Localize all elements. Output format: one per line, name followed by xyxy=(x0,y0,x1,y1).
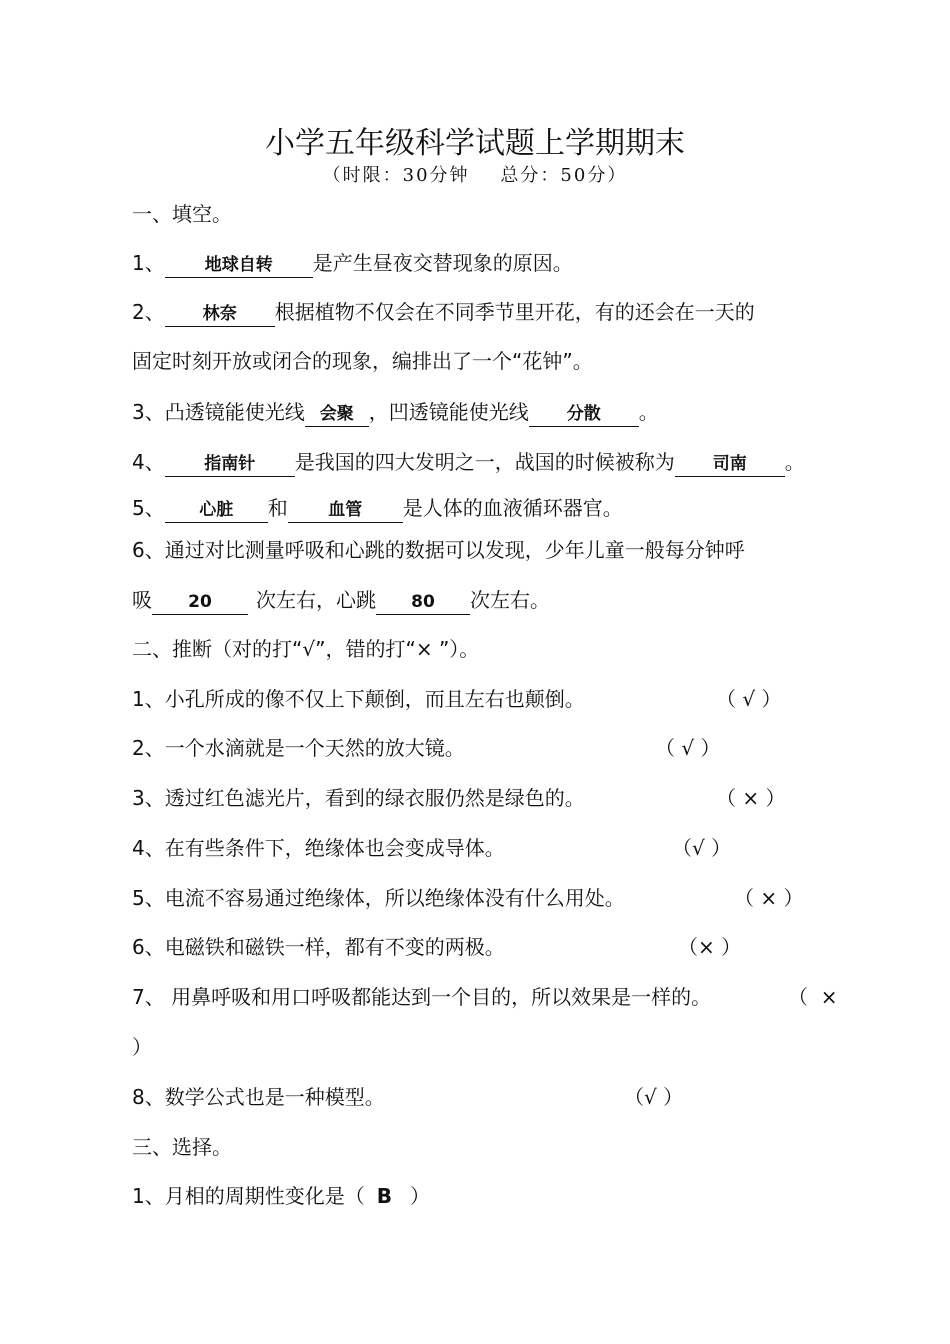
judgement-item: 3、透过红色滤光片，看到的绿衣服仍然是绿色的。 xyxy=(132,786,585,810)
question-text: 。 xyxy=(638,400,659,424)
question-1-4 xyxy=(132,448,805,477)
question-text: 3、凸透镜能使光线 xyxy=(132,400,305,424)
question-text: 和 xyxy=(267,496,288,520)
judgement-mark: （ × ） xyxy=(716,786,786,810)
section-heading-fill-in: 一、填空。 xyxy=(132,202,232,226)
question-text: 是我国的四大发明之一，战国的时候被称为 xyxy=(294,450,675,474)
question-text: 1、月相的周期性变化是（ xyxy=(132,1184,365,1208)
answer-blank: 司南 xyxy=(675,452,785,477)
answer-blank: 地球自转 xyxy=(165,253,313,278)
question-number: 5、 xyxy=(132,496,165,520)
answer-blank: 林奈 xyxy=(165,302,275,327)
choice-question-1 xyxy=(132,1182,430,1210)
question-text: 次左右。 xyxy=(470,588,550,612)
answer-blank: 20 xyxy=(152,590,248,615)
judgement-item: 2、一个水滴就是一个天然的放大镜。 xyxy=(132,736,465,760)
judgement-item: 6、电磁铁和磁铁一样，都有不变的两极。 xyxy=(132,935,505,959)
section-heading-true-false: 二、推断（对的打“√”，错的打“× ”）。 xyxy=(132,637,480,661)
question-text: ） xyxy=(409,1184,430,1208)
question-1-6-continued xyxy=(132,586,550,615)
judgement-mark: （× ） xyxy=(678,935,742,959)
question-1-2 xyxy=(132,298,755,327)
judgement-item: 5、电流不容易通过绝缘体，所以绝缘体没有什么用处。 xyxy=(132,886,625,910)
judgement-mark: （√ ） xyxy=(672,836,732,860)
choice-answer: B xyxy=(376,1184,392,1208)
answer-blank: 心脏 xyxy=(165,498,268,523)
judgement-item: 4、在有些条件下，绝缘体也会变成导体。 xyxy=(132,836,505,860)
question-1-6: 6、通过对比测量呼吸和心跳的数据可以发现，少年儿童一般每分钟呼 xyxy=(132,538,745,562)
answer-blank: 指南针 xyxy=(165,452,295,477)
judgement-mark: （√ ） xyxy=(624,1085,684,1109)
question-text: 次左右，心跳 xyxy=(256,588,376,612)
judgement-mark: （ × ） xyxy=(734,886,804,910)
judgement-mark-wrap: ） xyxy=(132,1035,152,1059)
question-text: 是产生昼夜交替现象的原因。 xyxy=(312,251,573,275)
page-title: 小学五年级科学试题上学期期末 xyxy=(265,126,685,161)
section-heading-choice: 三、选择。 xyxy=(132,1135,232,1159)
question-1-3 xyxy=(132,398,659,427)
question-text: 是人体的血液循环器官。 xyxy=(402,496,623,520)
question-text: 根据植物不仅会在不同季节里开花，有的还会在一天的 xyxy=(274,300,755,324)
question-1-1 xyxy=(132,249,573,278)
answer-blank: 血管 xyxy=(288,498,403,523)
answer-blank: 会聚 xyxy=(305,402,369,427)
question-number: 4、 xyxy=(132,450,165,474)
answer-blank: 分散 xyxy=(529,402,639,427)
judgement-mark: （ × xyxy=(788,985,838,1009)
question-text: 吸 xyxy=(132,588,152,612)
judgement-mark: （ √ ） xyxy=(655,736,721,760)
answer-blank: 80 xyxy=(376,590,470,615)
question-text: ，凹透镜能使光线 xyxy=(368,400,529,424)
question-number: 2、 xyxy=(132,300,165,324)
judgement-item: 7、 用鼻呼吸和用口呼吸都能达到一个目的，所以效果是一样的。 xyxy=(132,985,712,1009)
question-text: 。 xyxy=(784,450,805,474)
judgement-item: 8、数学公式也是一种模型。 xyxy=(132,1085,385,1109)
question-1-5 xyxy=(132,494,623,523)
judgement-item: 1、小孔所成的像不仅上下颠倒，而且左右也颠倒。 xyxy=(132,687,585,711)
page-subtitle: （时限：30分钟 总分：50分） xyxy=(322,165,628,186)
judgement-mark: （ √ ） xyxy=(716,687,782,711)
question-1-2-continued: 固定时刻开放或闭合的现象，编排出了一个“花钟”。 xyxy=(132,349,593,373)
question-number: 1、 xyxy=(132,251,165,275)
